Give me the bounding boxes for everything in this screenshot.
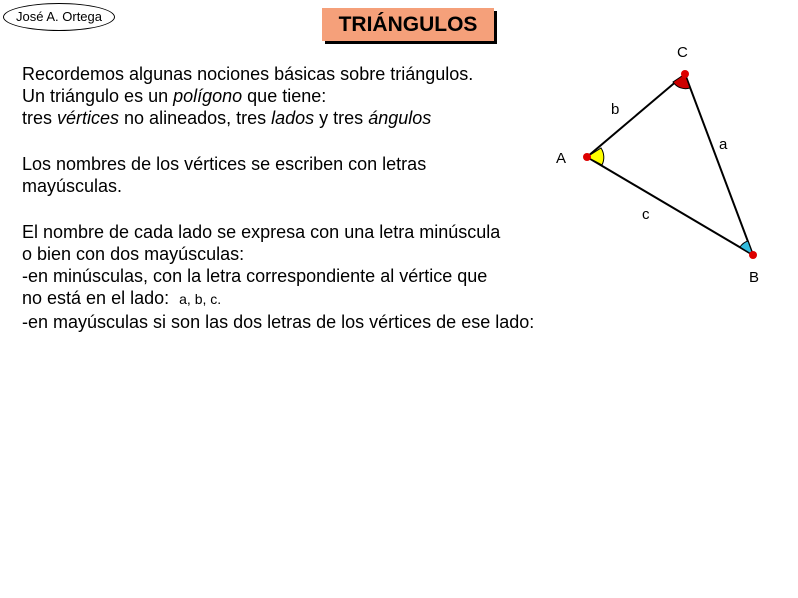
vertex-a-label: A [556, 150, 567, 167]
side-names-line-5: -en mayúsculas si son las dos letras de los vértices de ese lado: [22, 312, 535, 332]
vertex-names-line-2: mayúsculas. [22, 176, 123, 196]
intro-line-2: Un triángulo es un polígono que tiene: [22, 86, 327, 106]
side-names-line-3: -en minúsculas, con la letra correspondiente al vértice que [22, 266, 488, 286]
side-names-line-2: o bien con dos mayúsculas: [22, 244, 245, 264]
side-c-label: c [642, 206, 650, 223]
side-names-line-4: no está en el lado: a, b, c. [22, 288, 222, 308]
author-label: José A. Ortega [3, 3, 115, 31]
page-title: TRIÁNGULOS [322, 8, 494, 41]
side-b-label: b [611, 101, 620, 118]
vertex-a-dot [583, 153, 591, 161]
intro-line-1: Recordemos algunas nociones básicas sobre triángulos. [22, 64, 474, 84]
side-names-line-1: El nombre de cada lado se expresa con una letra minúscula [22, 222, 501, 242]
vertex-b-dot [749, 251, 757, 259]
intro-line-3: tres vértices no alineados, tres lados y tres ángulos [22, 108, 432, 128]
side-letters: a, b, c. [179, 291, 222, 307]
vertex-names-line-1: Los nombres de los vértices se escriben con letras [22, 154, 427, 174]
vertex-c-dot [681, 70, 689, 78]
side-a-label: a [719, 136, 728, 153]
vertex-c-label: C [677, 44, 688, 61]
vertex-b-label: B [749, 269, 760, 286]
